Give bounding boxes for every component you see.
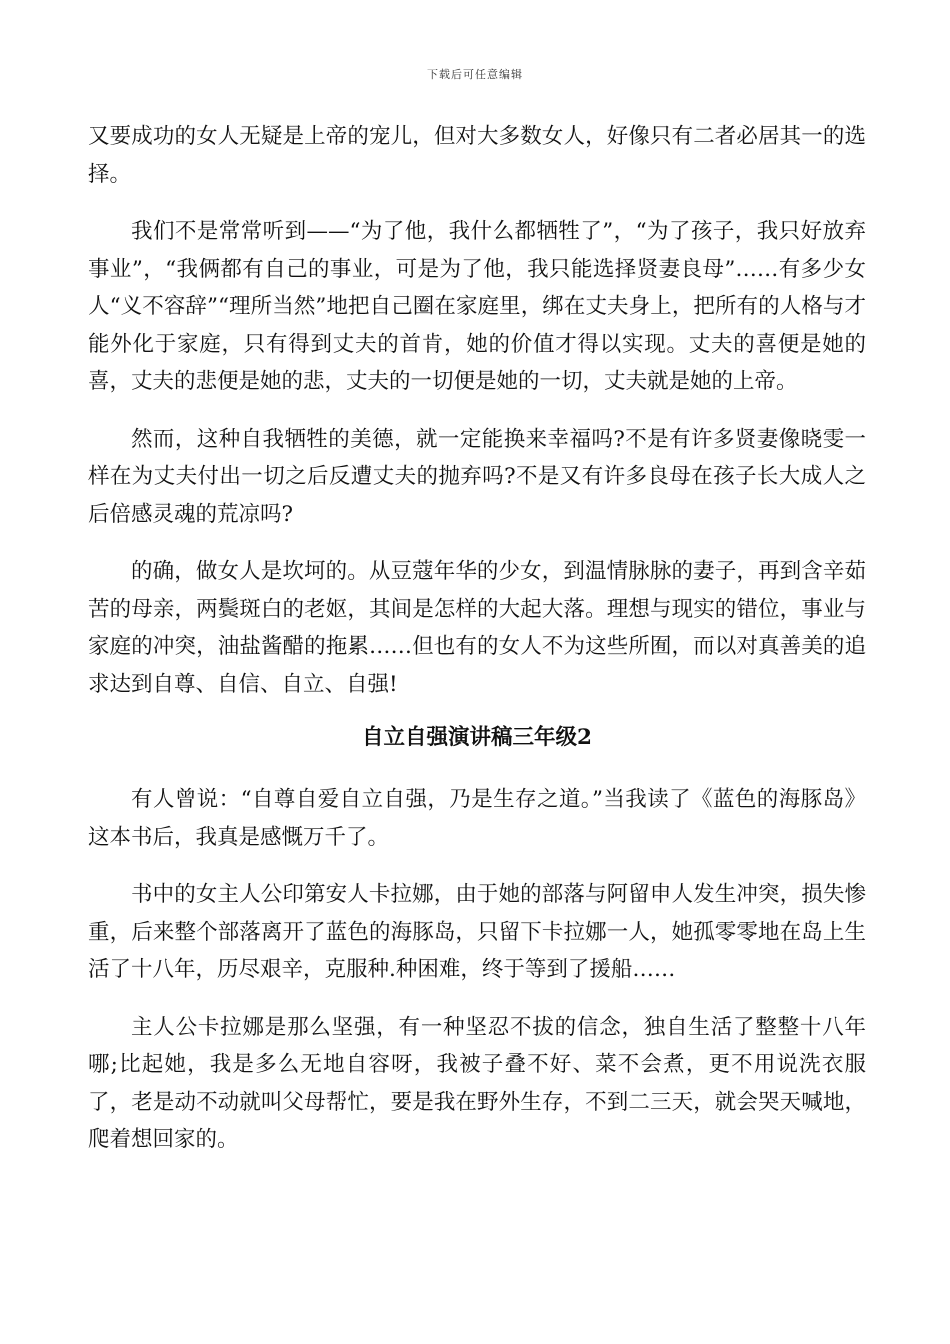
paragraph-virtue-question: 然而，这种自我牺牲的美德，就一定能换来幸福吗?不是有许多贤妻像晓雯一样在为丈夫付出一切之后反遭丈夫的抛弃吗?不是又有许多良母在孩子长大成人之后倍感灵魂的荒凉吗?	[88, 426, 866, 527]
page-header-note: 下载后可任意编辑	[427, 68, 523, 81]
paragraph-reflection: 主人公卡拉娜是那么坚强，有一种坚忍不拔的信念，独自生活了整整十八年哪;比起她，我是多么无地自容呀，我被子叠不好、菜不会煮，更不用说洗衣服了，老是动不动就叫父母帮忙，要是我在野外生存，不到二三天，就会哭天喊地，爬着想回家的。	[88, 1014, 866, 1152]
paragraph-sacrifice-quotes: 我们不是常常听到——“为了他，我什么都牺牲了”，“为了孩子，我只好放弃事业”，“我俩都有自己的事业，可是为了他，我只能选择贤妻良母”……有多少女人“义不容辞”“理所当然”地把自己圈在家庭里，绑在丈夫身上，把所有的人格与才能外化于家庭，只有得到丈夫的首肯，她的价值才得以实现。丈夫的喜便是她的喜，丈夫的悲便是她的悲，丈夫的一切便是她的一切，丈夫就是她的上帝。	[88, 219, 866, 394]
section-title: 自立自强演讲稿三年级2	[362, 725, 592, 750]
paragraph-quote-intro: 有人曾说：“自尊自爱自立自强，乃是生存之道。”当我读了《蓝色的海豚岛》这本书后，我真是感慨万千了。	[88, 787, 866, 850]
document-body	[88, 118, 866, 1179]
paragraph-story-summary: 书中的女主人公印第安人卡拉娜，由于她的部落与阿留申人发生冲突，损失惨重，后来整个部落离开了蓝色的海豚岛，只留下卡拉娜一人，她孤零零地在岛上生活了十八年，历尽艰辛，克服种.种困难，终于等到了援船……	[88, 882, 866, 982]
paragraph-continuation: 又要成功的女人无疑是上帝的宠儿，但对大多数女人，好像只有二者必居其一的选择。	[88, 124, 866, 187]
paragraph-womanhood: 的确，做女人是坎坷的。从豆蔻年华的少女，到温情脉脉的妻子，再到含辛茹苦的母亲，两鬓斑白的老妪，其间是怎样的大起大落。理想与现实的错位，事业与家庭的冲突，油盐酱醋的拖累……但也有的女人不为这些所囿，而以对真善美的追求达到自尊、自信、自立、自强!	[88, 559, 866, 697]
